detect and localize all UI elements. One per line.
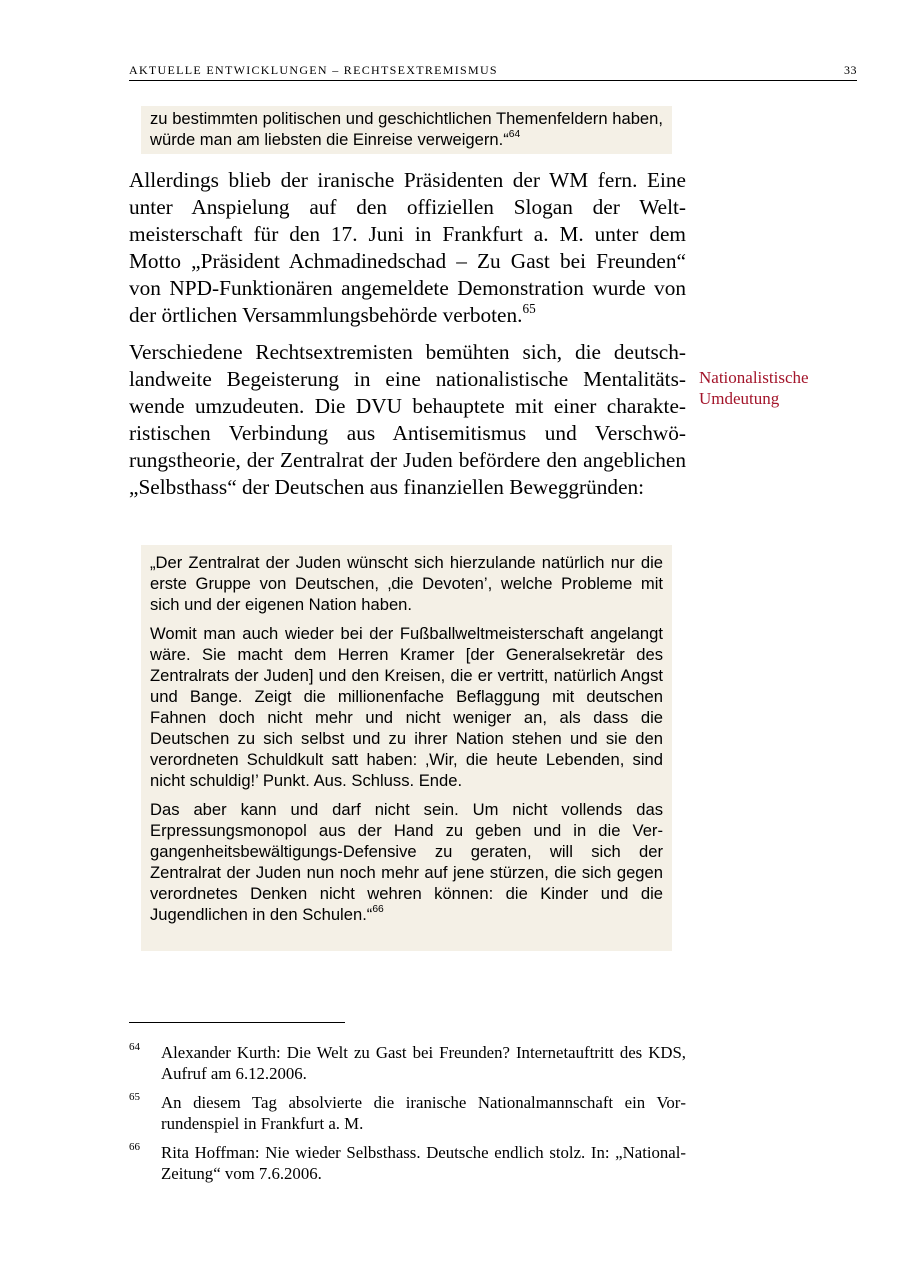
quote-block: [141, 545, 672, 951]
paragraph-1-text: Allerdings blieb der iranische Präsidenten der WM fern. Eine unter Anspielung auf den offiziellen Slogan der Weltmeisterschaft für den 17. Juni in Frankfurt a. M. unter dem Motto „Präsident Achmadinedschad – Zu Gast bei Freunden“ von NPD-Funktionären angemeldete Demonstration wurde von der örtlichen Versammlungsbehörde verboten.: [129, 168, 686, 327]
footnote-separator: [129, 1022, 345, 1023]
footnote-text: An diesem Tag absolvierte die iranische Nationalmannschaft ein Vorrundenspiel in Frankfurt a. M.: [161, 1093, 686, 1133]
footnote-number: 64: [129, 1041, 140, 1053]
quote-box-top: [141, 106, 672, 154]
footnote: [129, 1042, 686, 1084]
marginal-note-line-1: Nationalistische: [699, 368, 809, 387]
footnote-ref-64[interactable]: 64: [508, 129, 521, 141]
quote-paragraph-2: Womit man auch wieder bei der Fußballweltmeisterschaft angelangt wäre. Sie macht dem Herren Kramer [der Generalsekretär des Zentralrats der Juden] und den Kreisen, die er vertritt, natürlich Angst und Bange. Zeigt die millionenfache Beflaggung mit deutschen Fahnen doch nicht mehr und nicht weniger an, als dass die Deutschen zu sich selbst und zu ihrer Nation stehen und sie den verordneten Schuldkult satt haben: ‚Wir, die heute Lebenden, sind nicht schuldig!’ Punkt. Aus. Schluss. Ende.: [150, 624, 663, 790]
quote-paragraph-1: „Der Zentralrat der Juden wünscht sich hierzulande natürlich nur die erste Gruppe von Deutschen, ‚die Devoten’, welche Probleme mit sich und der eigenen Nation haben.: [150, 553, 663, 614]
marginal-note-line-2: Umdeutung: [699, 389, 780, 408]
page-number: 33: [844, 63, 857, 77]
footnote-text: Alexander Kurth: Die Welt zu Gast bei Freunden? Internetauftritt des KDS, Aufruf am 6.12.2006.: [161, 1043, 686, 1083]
footnote-text: Rita Hoffman: Nie wieder Selbsthass. Deutsche endlich stolz. In: „National-Zeitung“ vom 7.6.2006.: [161, 1143, 686, 1183]
footnote: [129, 1142, 686, 1184]
body-paragraph-1: [129, 167, 686, 329]
footnote-ref-66[interactable]: 66: [372, 904, 384, 916]
quote-paragraph-3: Das aber kann und darf nicht sein. Um nicht vollends das Erpressungsmonopol aus der Hand zu geben und in die Vergangenheitsbewältigungs-Defensive zu geraten, will sich der Zentralrat der Juden nun noch mehr auf jene stürzen, die sich gegen verordnetes Denken nicht wehren können: die Kinder und die Jugendlichen in den Schulen.“$^{66}$: [150, 800, 663, 924]
footnotes: [129, 1042, 686, 1192]
body-paragraph-2: [129, 339, 686, 501]
footnote-number: 65: [129, 1091, 140, 1103]
footnote: [129, 1092, 686, 1134]
running-header: [129, 62, 857, 81]
paragraph-2-text: Verschiedene Rechtsextremisten bemühten sich, die deutschlandweite Begeisterung in eine nationalistische Mentalitätswende umzudeuten. Die DVU behauptete mit einer charakteristischen Verbindung aus Antisemitismus und Verschwörungstheorie, der Zentralrat der Juden befördere den angeblichen „Selbsthass“ der Deutschen aus finanziellen Beweggründen:: [129, 340, 686, 499]
footnote-ref-65[interactable]: 65: [522, 300, 536, 316]
quote-top-text: zu bestimmten politischen und geschichtlichen Themenfeldern haben, würde man am liebsten die Einreise verweigern.“$^{64}$: [150, 109, 663, 149]
running-title: AKTUELLE ENTWICKLUNGEN – RECHTSEXTREMISMUS: [129, 63, 498, 77]
footnote-number: 66: [129, 1141, 140, 1153]
marginal-note: [699, 367, 849, 409]
